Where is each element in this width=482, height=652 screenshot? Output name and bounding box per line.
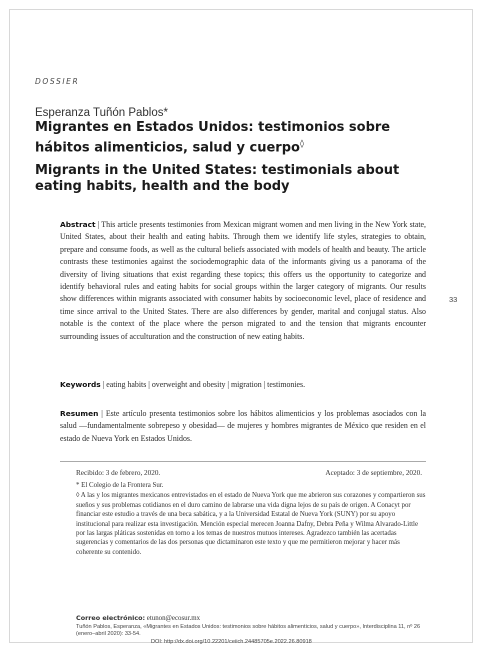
title-spanish-text: Migrantes en Estados Unidos: testimonios sobre hábitos alimenticios, salud y cuerpo (35, 120, 391, 156)
section-label: DOSSIER (35, 77, 80, 86)
accepted-date: Aceptado: 3 de septiembre, 2020. (325, 469, 422, 477)
title-english: Migrants in the United States: testimonials about eating habits, health and the body (35, 163, 400, 194)
title-spanish (35, 120, 430, 156)
citation-block (76, 624, 426, 646)
keywords (60, 379, 426, 391)
footnotes (76, 481, 426, 558)
acknowledgement-note: ◊ A las y los migrantes mexicanos entrevistados en el estado de Nueva York que me abrieron sus corazones y compartieron sus sueños y sus problemas cotidianos en el duro camino de labrarse una vida digna lejos de su país de origen. A Conacyt por financiar este estudio a través de una beca sabática, y a la Universidad Estatal de Nueva York (SUNY) por su apoyo institucional para realizar esta investigación. Mención especial merecen Joanna Dafny, Debra Peña y Wilma Alvarado-Little por las largas pláticas sostenidas en torno a los temas de nuestros mutuos intereses. Agradezco también las acertadas sugerencias y comentarios de las dos personas que dictaminaron este texto y que me permitieron mejorar y hacer más coherente su contenido. (76, 492, 426, 556)
email-value: etunon@ecosur.mx (145, 615, 201, 622)
resumen-label: Resumen (60, 409, 99, 418)
author-email (76, 614, 426, 622)
resumen (60, 408, 426, 445)
received-date: Recibido: 3 de febrero, 2020. (76, 469, 161, 477)
keywords-text: | eating habits | overweight and obesity | migration | testimonies. (100, 380, 306, 389)
affiliation-note: * El Colegio de la Frontera Sur. (76, 482, 164, 489)
doi-link[interactable]: DOI: http://dx.doi.org/10.22201/ceiich.24485705e.2022.26.80918 (151, 638, 312, 645)
page-number: 33 (449, 295, 458, 304)
title-note-mark: ◊ (299, 139, 304, 148)
keywords-label: Keywords (60, 380, 101, 389)
footnote-divider (60, 461, 426, 462)
author-name: Esperanza Tuñón Pablos* (35, 107, 168, 119)
citation-text: Tuñón Pablos, Esperanza, «Migrantes en Estados Unidos: testimonios sobre hábitos alimenticios, salud y cuerpo», Interdisciplina 11, nº 26 (enero–abril 2020): 33-54. (76, 624, 421, 638)
abstract-text: | This article presents testimonies from Mexican migrant women and men living in the New York state, United States, about their health and eating habits. Through them we identify life styles, strategies to obtain, prepare and consume foods, as well as the cultural beliefs associated with models of health and beauty. The article contrasts these testimonies against the sociodemographic data of the informants giving us a panorama of the diversity of living situations that exist regarding these topics; this offers us the opportunity to categorize and identify behavioral rules and eating habits for social groups within the larger category of migrants. Our results show differences within migrants associated with consumer habits by socioeconomic level, place of residence and time since arrival to the United States. There are also differences by gender, marital and conjugal status. Also notable is the context of the place where the person migrated to and the tension that migrants encounter surrounding issues of acculturation and the construction of new eating habits. (60, 220, 426, 341)
submission-dates (76, 469, 422, 477)
abstract (60, 219, 426, 343)
abstract-label: Abstract (60, 220, 96, 229)
email-label: Correo electrónico: (76, 614, 146, 622)
resumen-text: | Este artículo presenta testimonios sobre los hábitos alimenticios y los problemas asociados con la salud —fundamentalmente sobrepeso y obesidad— de mujeres y hombres migrantes de México que residen en el estado de Nueva York en Estados Unidos. (60, 409, 426, 443)
